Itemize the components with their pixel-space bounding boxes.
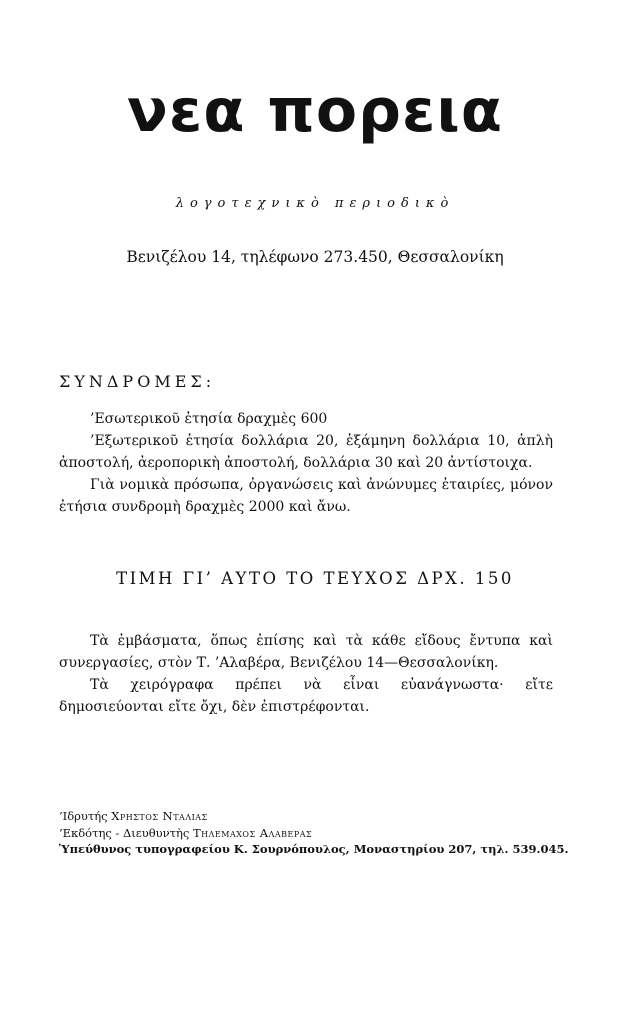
credit-publisher [59, 825, 579, 842]
publisher-name: Τηλεμαχος Αλαβερας [193, 825, 313, 840]
subscriptions-heading: ΣΥΝΔΡΟΜΕΣ: [59, 372, 216, 391]
masthead-title: νεα πορεια [126, 76, 503, 146]
masthead-subtitle: λογοτεχνικὸ περιοδικὸ [175, 196, 455, 211]
note-remittances: Τὰ ἐμβάσματα, ὅπως ἐπίσης καὶ τὰ κάθε εἴδους ἔντυπα καὶ συνεργασίες, στὸν Τ. ’Αλαβέρα, Βενιζέλου 14—Θεσσαλονίκη. [59, 633, 553, 671]
subscription-organizations: Γιὰ νομικὰ πρόσωπα, ὀργανώσεις καὶ ἀνώνυμες ἑταιρίες, μόνον ἐτήσια συνδρομὴ δραχμὲς 2000 καὶ ἄνω. [59, 477, 553, 515]
credit-founder [59, 808, 579, 825]
founder-name: Χρηστος Νταλιας [111, 809, 208, 823]
founder-label: ’Ιδρυτής [59, 809, 108, 823]
credits-block [59, 808, 579, 858]
notes-text [59, 630, 553, 718]
subscription-domestic: ’Εσωτερικοῦ ἐτησία δραχμὲς 600 [90, 411, 328, 427]
publisher-label: ’Εκδότης - Διευθυντὴς [59, 825, 190, 840]
subscription-foreign: ’Εξωτερικοῦ ἐτησία δολλάρια 20, ἑξάμηνη δολλάρια 10, ἁπλὴ ἀποστολή, ἀεροπορικὴ ἀποστολή, δολλάρια 30 καὶ 20 ἀντίστοιχα. [59, 433, 553, 471]
subscriptions-text [59, 408, 553, 518]
issue-price: ΤΙΜΗ ΓΙ’ ΑΥΤΟ ΤΟ ΤΕΥΧΟΣ ΔΡΧ. 150 [116, 569, 514, 588]
publisher-address: Βενιζέλου 14, τηλέφωνο 273.450, Θεσσαλονίκη [126, 248, 504, 266]
note-manuscripts: Τὰ χειρόγραφα πρέπει νὰ εἶναι εὐανάγνωστα· εἴτε δημοσιεύονται εἴτε ὄχι, δὲν ἐπιστρέφονται. [59, 677, 553, 715]
credit-printer: Ὑπεύθυνος τυπογραφείου Κ. Σουρνόπουλος, Μοναστηρίου 207, τηλ. 539.045. [59, 842, 569, 856]
